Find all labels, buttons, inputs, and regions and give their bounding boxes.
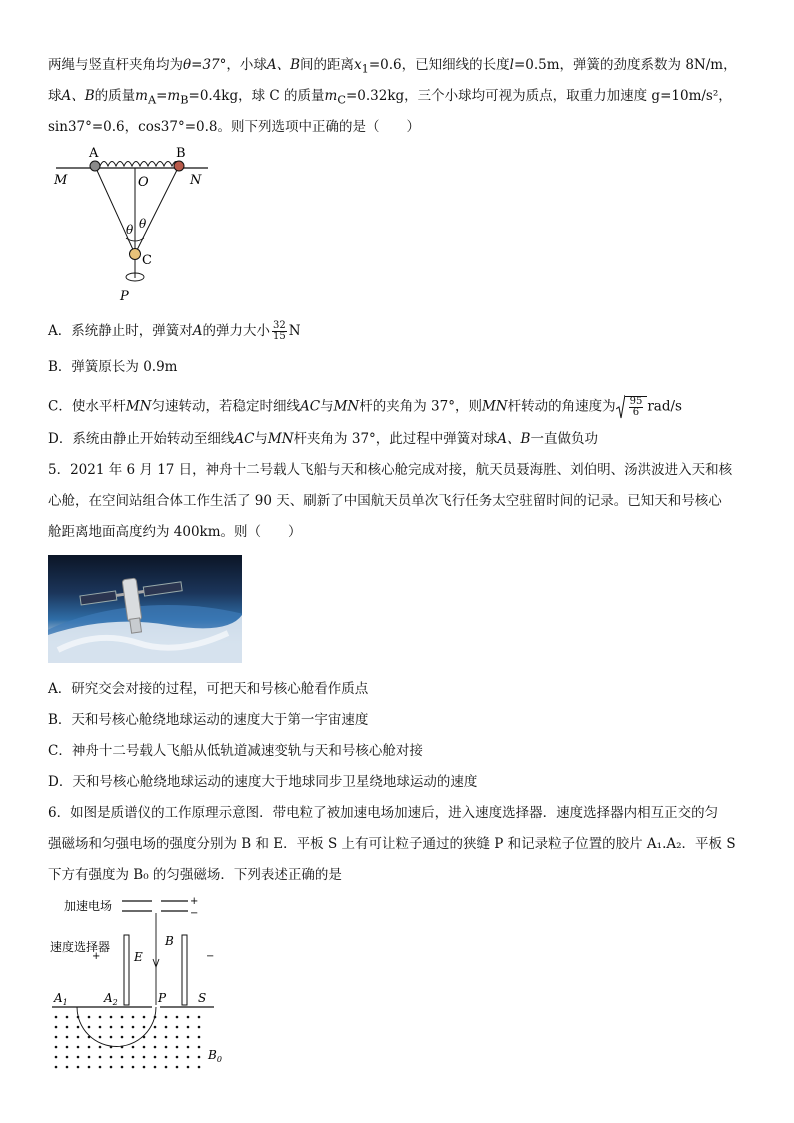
field-dot	[132, 1026, 135, 1029]
field-dot	[121, 1046, 124, 1049]
field-dot	[77, 1066, 80, 1069]
field-dot	[110, 1016, 113, 1019]
field-dot	[143, 1066, 146, 1069]
field-dot	[77, 1056, 80, 1059]
q6-line-1: 6．如图是质谱仪的工作原理示意图．带电粒了被加速电场加速后，进入速度选择器．速度选择器内相互正交的匀	[48, 805, 719, 821]
label-b: B	[165, 934, 174, 948]
q6-line-3: 下方有强度为 B₀ 的匀强磁场．下列表述正确的是	[48, 867, 342, 883]
field-dot	[66, 1046, 69, 1049]
field-dot	[187, 1016, 190, 1019]
field-dot	[110, 1036, 113, 1039]
field-dot	[77, 1046, 80, 1049]
field-dot	[121, 1016, 124, 1019]
field-dot	[88, 1016, 91, 1019]
field-dot	[55, 1066, 58, 1069]
label-minus-top: −	[190, 908, 199, 919]
label-velocity-selector: 速度选择器	[50, 940, 111, 954]
field-dot	[187, 1046, 190, 1049]
label-a: A	[89, 146, 99, 161]
field-dot	[154, 1056, 157, 1059]
field-dot	[121, 1026, 124, 1029]
field-dot	[132, 1066, 135, 1069]
label-theta-right: θ	[139, 217, 147, 231]
field-dot	[176, 1016, 179, 1019]
field-dot	[187, 1026, 190, 1029]
field-dot	[99, 1036, 102, 1039]
label-plus-left: +	[92, 951, 101, 962]
q4-option-b: B．弹簧原长为 0.9m	[48, 359, 178, 375]
label-b0: $B_0$	[208, 1048, 222, 1064]
q5-option-b: B．天和号核心舱绕地球运动的速度大于第一宇宙速度	[48, 712, 369, 728]
q5-option-d: D．天和号核心舱绕地球运动的速度大于地球同步卫星绕地球运动的速度	[48, 774, 478, 790]
label-a1: $A_1$	[54, 991, 68, 1007]
field-dot	[198, 1056, 201, 1059]
label-accel-field: 加速电场	[64, 899, 113, 913]
field-dot	[99, 1056, 102, 1059]
q5-option-c: C．神舟十二号载人飞船从低轨道减速变轨与天和号核心舱对接	[48, 743, 423, 759]
q4-line-2: 球A、B的质量$m_A=m_B=0.4kg$，球 C 的质量$m_C=0.32kg$，三个小球均可视为质点，取重力加速度 g=10m/s²，	[48, 88, 732, 107]
field-dot	[176, 1026, 179, 1029]
label-minus-right: −	[206, 951, 215, 962]
field-dot	[66, 1036, 69, 1039]
field-dot	[198, 1046, 201, 1049]
field-dot	[176, 1036, 179, 1039]
field-dot	[187, 1056, 190, 1059]
field-dot	[110, 1066, 113, 1069]
field-dot	[110, 1026, 113, 1029]
fraction: $\frac{32}{15}$	[273, 320, 286, 342]
field-dot	[99, 1026, 102, 1029]
field-dot	[88, 1036, 91, 1039]
label-n: N	[190, 173, 202, 188]
field-dot	[165, 1036, 168, 1039]
q6-line-2: 强磁场和匀强电场的强度分别为 B 和 E．平板 S 上有可让粒子通过的狭缝 P 和记录粒子位置的胶片 A₁.A₂．平板 S	[48, 836, 736, 852]
field-dot	[176, 1056, 179, 1059]
field-dot	[121, 1036, 124, 1039]
field-dot	[66, 1056, 69, 1059]
q4-option-c: C．使水平杆MN匀速转动，若稳定时细线AC与MN杆的夹角为 37°，则MN杆转动的角速度为 $\frac{95}{6}$ rad/s	[48, 396, 682, 418]
label-e: E	[134, 950, 143, 964]
q4-diagram	[48, 142, 218, 307]
field-dot	[55, 1046, 58, 1049]
field-dot	[154, 1016, 157, 1019]
field-dot	[165, 1066, 168, 1069]
label-s: S	[198, 991, 207, 1005]
q4-line-1: 两绳与竖直杆夹角均为θ=37°，小球A、B间的距离$x_1=0.6$，已知细线的长度l=0.5m，弹簧的劲度系数为 8N/m，	[48, 57, 737, 76]
label-p: P	[158, 991, 167, 1005]
field-dot	[143, 1016, 146, 1019]
field-dot	[121, 1066, 124, 1069]
field-dot	[165, 1016, 168, 1019]
field-dot	[154, 1026, 157, 1029]
field-dot	[110, 1046, 113, 1049]
field-dot	[154, 1066, 157, 1069]
field-dot	[165, 1056, 168, 1059]
field-dot	[66, 1026, 69, 1029]
field-dot	[55, 1036, 58, 1039]
field-dot	[110, 1056, 113, 1059]
field-dot	[132, 1046, 135, 1049]
field-dot	[154, 1046, 157, 1049]
label-c: C	[142, 253, 152, 268]
field-dot	[198, 1066, 201, 1069]
field-dot	[66, 1066, 69, 1069]
field-dot	[55, 1026, 58, 1029]
field-dot	[99, 1066, 102, 1069]
label-plus-top: +	[190, 896, 199, 907]
label-b: B	[176, 146, 186, 161]
field-dot	[88, 1056, 91, 1059]
label-m: M	[54, 173, 68, 188]
field-dot	[187, 1036, 190, 1039]
field-dot	[154, 1036, 157, 1039]
square-root: $\frac{95}{6}$	[616, 394, 648, 420]
field-dot	[132, 1016, 135, 1019]
field-dot	[143, 1056, 146, 1059]
label-a2: $A_2$	[104, 991, 118, 1007]
label-p: P	[120, 289, 129, 304]
field-dot	[143, 1036, 146, 1039]
field-dot	[77, 1016, 80, 1019]
field-dot	[77, 1026, 80, 1029]
q5-option-a: A．研究交会对接的过程，可把天和号核心舱看作质点	[48, 681, 369, 697]
field-dot	[143, 1046, 146, 1049]
field-dot	[88, 1046, 91, 1049]
field-dot	[99, 1016, 102, 1019]
q5-line-1: 5．2021 年 6 月 17 日，神舟十二号载人飞船与天和核心舱完成对接，航天员聂海胜、刘伯明、汤洪波进入天和核	[48, 462, 733, 478]
q4-line-3: sin37°=0.6，cos37°=0.8。则下列选项中正确的是（ ）	[48, 119, 420, 135]
field-dot	[198, 1036, 201, 1039]
field-dot	[165, 1046, 168, 1049]
field-dot	[132, 1036, 135, 1039]
field-dot	[88, 1066, 91, 1069]
field-dot	[198, 1026, 201, 1029]
label-theta-left: θ	[126, 223, 134, 237]
q5-line-3: 舱距离地面高度约为 400km。则（ ）	[48, 524, 302, 540]
field-dot	[55, 1016, 58, 1019]
mass-spectrometer-diagram	[48, 893, 248, 1078]
field-dot	[88, 1026, 91, 1029]
field-dot	[55, 1056, 58, 1059]
field-dot	[121, 1056, 124, 1059]
field-dot	[176, 1066, 179, 1069]
space-station-photo	[48, 555, 242, 663]
q4-option-d: D．系统由静止开始转动至细线AC与MN杆夹角为 37°，此过程中弹簧对球A、B一直做负功	[48, 431, 598, 447]
field-dot	[77, 1036, 80, 1039]
field-dot	[143, 1026, 146, 1029]
field-dot	[176, 1046, 179, 1049]
field-dot	[165, 1026, 168, 1029]
label-o: O	[138, 175, 149, 190]
q4-option-a: A．系统静止时，弹簧对A的弹力大小 $\frac{32}{15}$ N	[48, 320, 301, 342]
field-dot	[66, 1016, 69, 1019]
field-dot	[99, 1046, 102, 1049]
field-dot	[187, 1066, 190, 1069]
q5-line-2: 心舱，在空间站组合体工作生活了 90 天、刷新了中国航天员单次飞行任务太空驻留时间的记录。已知天和号核心	[48, 493, 722, 509]
field-dot	[132, 1056, 135, 1059]
field-dot	[198, 1016, 201, 1019]
